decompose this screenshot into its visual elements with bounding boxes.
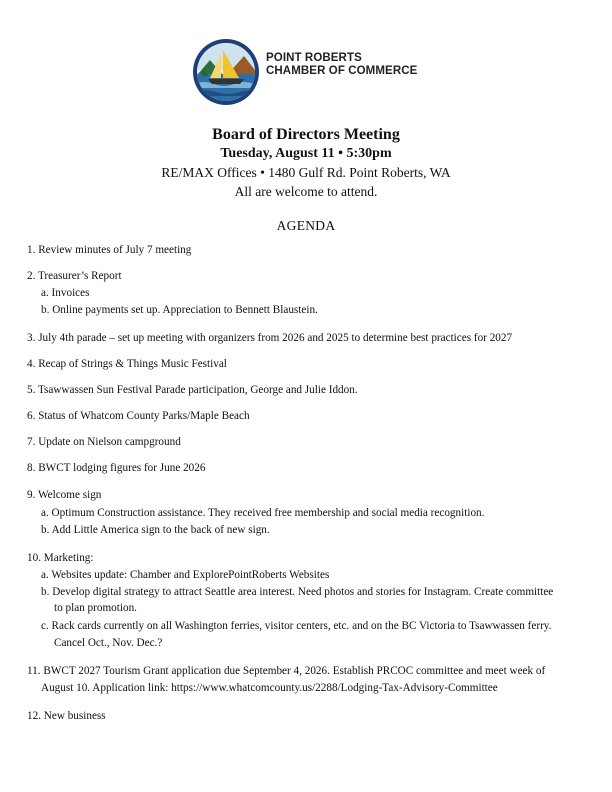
agenda-heading: AGENDA — [276, 218, 336, 233]
agenda-item-continued: August 10. Application link: https://www.whatcomcounty.us/2288/Lodging-Tax-Advisory-Committee — [41, 682, 498, 694]
agenda-item: 10. Marketing: — [27, 552, 94, 564]
agenda-subitem: b. Add Little America sign to the back of new sign. — [41, 524, 270, 536]
agenda-item: 4. Recap of Strings & Things Music Festival — [27, 358, 227, 370]
organization-name — [266, 52, 417, 78]
agenda-item: 7. Update on Nielson campground — [27, 436, 181, 448]
organization-name-line1: POINT ROBERTS — [266, 52, 362, 64]
agenda-item: 3. July 4th parade – set up meeting with organizers from 2026 and 2025 to determine best practices for 2027 — [27, 332, 513, 344]
chamber-logo-icon — [192, 38, 260, 106]
agenda-item: 6. Status of Whatcom County Parks/Maple Beach — [27, 410, 250, 422]
agenda-item: 9. Welcome sign — [27, 489, 102, 501]
meeting-location: RE/MAX Offices • 1480 Gulf Rd. Point Roberts, WA — [161, 165, 451, 180]
agenda-subitem: a. Optimum Construction assistance. They received free membership and social media recognition. — [41, 507, 485, 519]
agenda-subitem: a. Invoices — [41, 287, 90, 299]
agenda-item: 5. Tsawwassen Sun Festival Parade participation, George and Julie Iddon. — [27, 384, 358, 396]
agenda-subitem: b. Online payments set up. Appreciation to Bennett Blaustein. — [41, 304, 318, 316]
agenda-item: 1. Review minutes of July 7 meeting — [27, 244, 192, 256]
agenda-item: 8. BWCT lodging figures for June 2026 — [27, 462, 206, 474]
agenda-subitem: a. Websites update: Chamber and ExplorePointRoberts Websites — [41, 569, 330, 581]
agenda-item: 11. BWCT 2027 Tourism Grant application due September 4, 2026. Establish PRCOC committee and meet week of — [27, 665, 546, 677]
agenda-subitem-continued: Cancel Oct., Nov. Dec.? — [54, 637, 163, 649]
organization-name-line2: CHAMBER OF COMMERCE — [266, 65, 418, 77]
agenda-item: 12. New business — [27, 710, 106, 722]
agenda-item: 2. Treasurer’s Report — [27, 270, 122, 282]
agenda-subitem: b. Develop digital strategy to attract Seattle area interest. Need photos and stories for Instagram. Create committee — [41, 586, 554, 598]
meeting-date-time: Tuesday, August 11 • 5:30pm — [220, 146, 392, 161]
meeting-welcome: All are welcome to attend. — [234, 184, 378, 199]
chamber-header — [192, 38, 422, 108]
agenda-subitem-continued: to plan promotion. — [54, 602, 137, 614]
agenda-subitem: c. Rack cards currently on all Washington ferries, visitor centers, etc. and on the BC Victoria to Tsawwassen ferry. — [41, 620, 552, 632]
meeting-title: Board of Directors Meeting — [212, 126, 400, 143]
